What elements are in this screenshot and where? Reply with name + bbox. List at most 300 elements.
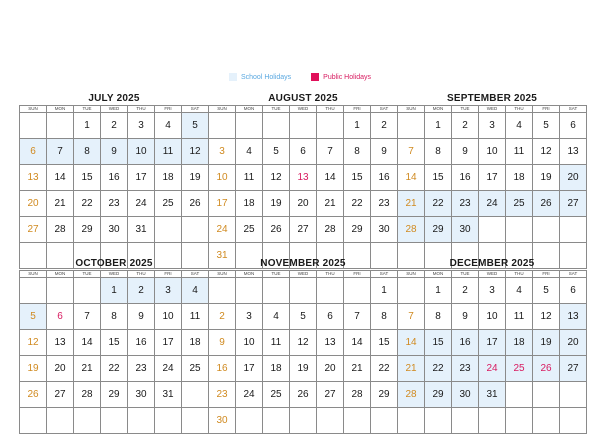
weekday-header: FRI <box>533 271 560 278</box>
empty-cell <box>290 278 317 304</box>
week-row <box>209 278 398 304</box>
day-cell: 8 <box>101 304 128 330</box>
day-cell: 2 <box>452 278 479 304</box>
day-cell: 23 <box>101 191 128 217</box>
public-holiday-swatch <box>311 73 319 81</box>
day-cell: 30 <box>452 382 479 408</box>
day-cell: 14 <box>47 165 74 191</box>
month-calendar <box>397 93 587 269</box>
day-cell: 7 <box>344 304 371 330</box>
day-cell: 26 <box>290 382 317 408</box>
weekday-header-row <box>20 106 209 113</box>
empty-cell <box>425 408 452 434</box>
day-cell: 3 <box>155 278 182 304</box>
day-cell: 9 <box>128 304 155 330</box>
weekday-header: MON <box>236 106 263 113</box>
day-cell: 13 <box>290 165 317 191</box>
day-cell: 16 <box>128 330 155 356</box>
day-cell: 9 <box>452 304 479 330</box>
day-cell: 19 <box>533 165 560 191</box>
weekday-header: WED <box>479 271 506 278</box>
empty-cell <box>74 278 101 304</box>
day-cell: 6 <box>290 139 317 165</box>
empty-cell <box>398 113 425 139</box>
empty-cell <box>20 113 47 139</box>
day-cell: 19 <box>20 356 47 382</box>
empty-cell <box>560 408 587 434</box>
day-cell: 11 <box>506 139 533 165</box>
empty-cell <box>452 408 479 434</box>
week-row <box>20 191 209 217</box>
day-cell: 3 <box>479 113 506 139</box>
day-cell: 15 <box>425 330 452 356</box>
day-cell: 21 <box>344 356 371 382</box>
empty-cell <box>155 217 182 243</box>
day-cell: 11 <box>236 165 263 191</box>
weekday-header: WED <box>479 106 506 113</box>
month-calendar <box>397 258 587 434</box>
month-title: SEPTEMBER 2025 <box>446 93 538 104</box>
day-cell: 12 <box>533 304 560 330</box>
empty-cell <box>371 408 398 434</box>
week-row <box>398 356 587 382</box>
week-row <box>398 165 587 191</box>
day-cell: 9 <box>101 139 128 165</box>
empty-cell <box>47 278 74 304</box>
week-row <box>20 278 209 304</box>
day-cell: 26 <box>182 191 209 217</box>
day-cell: 21 <box>47 191 74 217</box>
day-cell: 5 <box>263 139 290 165</box>
empty-cell <box>101 408 128 434</box>
day-cell: 2 <box>209 304 236 330</box>
day-cell: 19 <box>533 330 560 356</box>
weekday-header: SUN <box>398 106 425 113</box>
day-cell: 12 <box>533 139 560 165</box>
day-cell: 25 <box>506 356 533 382</box>
day-cell: 21 <box>398 356 425 382</box>
week-row <box>398 217 587 243</box>
weekday-header: THU <box>506 106 533 113</box>
empty-cell <box>182 217 209 243</box>
empty-cell <box>479 408 506 434</box>
month-table <box>19 105 209 269</box>
day-cell: 16 <box>452 330 479 356</box>
weekday-header: TUE <box>263 271 290 278</box>
month-table <box>397 270 587 434</box>
day-cell: 30 <box>371 217 398 243</box>
day-cell: 1 <box>425 278 452 304</box>
empty-cell <box>560 382 587 408</box>
weekday-header: MON <box>425 271 452 278</box>
day-cell: 5 <box>182 113 209 139</box>
weekday-header: WED <box>101 271 128 278</box>
day-cell: 20 <box>20 191 47 217</box>
day-cell: 16 <box>371 165 398 191</box>
day-cell: 6 <box>317 304 344 330</box>
day-cell: 20 <box>560 165 587 191</box>
day-cell: 2 <box>101 113 128 139</box>
empty-cell <box>20 278 47 304</box>
week-row <box>20 165 209 191</box>
empty-cell <box>209 113 236 139</box>
empty-cell <box>317 113 344 139</box>
day-cell: 31 <box>479 382 506 408</box>
weekday-header: SUN <box>209 271 236 278</box>
day-cell: 25 <box>506 191 533 217</box>
day-cell: 5 <box>533 113 560 139</box>
day-cell: 15 <box>425 165 452 191</box>
day-cell: 18 <box>506 330 533 356</box>
day-cell: 30 <box>128 382 155 408</box>
empty-cell <box>533 382 560 408</box>
day-cell: 15 <box>74 165 101 191</box>
school-holidays-label: School Holidays <box>240 73 292 81</box>
day-cell: 12 <box>182 139 209 165</box>
day-cell: 7 <box>47 139 74 165</box>
day-cell: 24 <box>209 217 236 243</box>
week-row <box>20 217 209 243</box>
month-title: JULY 2025 <box>88 93 140 104</box>
day-cell: 1 <box>425 113 452 139</box>
day-cell: 24 <box>128 191 155 217</box>
day-cell: 1 <box>344 113 371 139</box>
school-holiday-swatch <box>229 73 237 81</box>
week-row <box>20 408 209 434</box>
empty-cell <box>263 278 290 304</box>
day-cell: 23 <box>452 191 479 217</box>
empty-cell <box>209 278 236 304</box>
day-cell: 28 <box>317 217 344 243</box>
day-cell: 18 <box>236 191 263 217</box>
day-cell: 7 <box>317 139 344 165</box>
month-title: DECEMBER 2025 <box>449 258 535 269</box>
weekday-header: TUE <box>452 106 479 113</box>
week-row <box>398 408 587 434</box>
weekday-header: FRI <box>344 106 371 113</box>
day-cell: 21 <box>317 191 344 217</box>
empty-cell <box>20 408 47 434</box>
day-cell: 18 <box>263 356 290 382</box>
month-table <box>19 270 209 434</box>
weekday-header: SAT <box>371 106 398 113</box>
month-calendar <box>19 258 209 434</box>
month-table <box>208 270 398 434</box>
day-cell: 1 <box>101 278 128 304</box>
day-cell: 8 <box>371 304 398 330</box>
day-cell: 4 <box>506 278 533 304</box>
day-cell: 24 <box>479 191 506 217</box>
empty-cell <box>344 278 371 304</box>
empty-cell <box>155 408 182 434</box>
day-cell: 14 <box>74 330 101 356</box>
day-cell: 2 <box>452 113 479 139</box>
weekday-header: TUE <box>452 271 479 278</box>
day-cell: 22 <box>371 356 398 382</box>
day-cell: 4 <box>182 278 209 304</box>
day-cell: 13 <box>560 304 587 330</box>
week-row <box>20 304 209 330</box>
empty-cell <box>290 113 317 139</box>
empty-cell <box>317 278 344 304</box>
day-cell: 29 <box>425 382 452 408</box>
week-row <box>209 139 398 165</box>
day-cell: 31 <box>209 243 236 269</box>
day-cell: 29 <box>425 217 452 243</box>
weekday-header: TUE <box>74 106 101 113</box>
weekday-header-row <box>209 106 398 113</box>
day-cell: 22 <box>101 356 128 382</box>
empty-cell <box>506 382 533 408</box>
week-row <box>20 382 209 408</box>
day-cell: 23 <box>371 191 398 217</box>
day-cell: 29 <box>74 217 101 243</box>
weekday-header: TUE <box>263 106 290 113</box>
empty-cell <box>506 408 533 434</box>
day-cell: 30 <box>101 217 128 243</box>
day-cell: 20 <box>317 356 344 382</box>
day-cell: 6 <box>560 278 587 304</box>
empty-cell <box>479 217 506 243</box>
day-cell: 17 <box>479 330 506 356</box>
week-row <box>398 304 587 330</box>
day-cell: 7 <box>398 304 425 330</box>
day-cell: 26 <box>533 191 560 217</box>
day-cell: 28 <box>74 382 101 408</box>
day-cell: 10 <box>209 165 236 191</box>
weekday-header: SUN <box>398 271 425 278</box>
day-cell: 5 <box>533 278 560 304</box>
day-cell: 2 <box>371 113 398 139</box>
empty-cell <box>47 113 74 139</box>
day-cell: 8 <box>74 139 101 165</box>
day-cell: 29 <box>101 382 128 408</box>
empty-cell <box>560 217 587 243</box>
empty-cell <box>533 217 560 243</box>
day-cell: 10 <box>155 304 182 330</box>
day-cell: 17 <box>209 191 236 217</box>
weekday-header-row <box>209 271 398 278</box>
day-cell: 23 <box>128 356 155 382</box>
day-cell: 28 <box>398 382 425 408</box>
day-cell: 12 <box>290 330 317 356</box>
day-cell: 10 <box>236 330 263 356</box>
month-title: NOVEMBER 2025 <box>260 258 346 269</box>
day-cell: 29 <box>344 217 371 243</box>
weekday-header: THU <box>317 106 344 113</box>
empty-cell <box>47 408 74 434</box>
weekday-header: WED <box>101 106 128 113</box>
day-cell: 19 <box>263 191 290 217</box>
day-cell: 14 <box>398 330 425 356</box>
empty-cell <box>398 278 425 304</box>
day-cell: 17 <box>236 356 263 382</box>
weekday-header: SAT <box>371 271 398 278</box>
weekday-header: SAT <box>560 271 587 278</box>
day-cell: 13 <box>20 165 47 191</box>
weekday-header: FRI <box>155 106 182 113</box>
week-row <box>20 330 209 356</box>
day-cell: 22 <box>425 191 452 217</box>
public-holidays-label: Public Holidays <box>323 73 372 81</box>
day-cell: 15 <box>101 330 128 356</box>
day-cell: 24 <box>236 382 263 408</box>
week-row <box>209 304 398 330</box>
day-cell: 8 <box>425 304 452 330</box>
day-cell: 16 <box>101 165 128 191</box>
empty-cell <box>533 408 560 434</box>
month-calendar <box>19 93 209 269</box>
week-row <box>398 382 587 408</box>
weekday-header: MON <box>47 271 74 278</box>
empty-cell <box>182 408 209 434</box>
day-cell: 27 <box>290 217 317 243</box>
day-cell: 6 <box>20 139 47 165</box>
day-cell: 14 <box>344 330 371 356</box>
week-row <box>209 356 398 382</box>
weekday-header: SAT <box>182 271 209 278</box>
day-cell: 17 <box>155 330 182 356</box>
day-cell: 16 <box>209 356 236 382</box>
day-cell: 27 <box>47 382 74 408</box>
month-table <box>208 105 398 269</box>
empty-cell <box>74 408 101 434</box>
legend-school-holidays <box>229 73 291 81</box>
day-cell: 16 <box>452 165 479 191</box>
day-cell: 9 <box>209 330 236 356</box>
day-cell: 30 <box>209 408 236 434</box>
day-cell: 25 <box>263 382 290 408</box>
weekday-header: MON <box>425 106 452 113</box>
day-cell: 27 <box>317 382 344 408</box>
day-cell: 23 <box>452 356 479 382</box>
weekday-header: MON <box>47 106 74 113</box>
week-row <box>398 113 587 139</box>
day-cell: 11 <box>155 139 182 165</box>
day-cell: 27 <box>560 356 587 382</box>
day-cell: 22 <box>74 191 101 217</box>
day-cell: 12 <box>20 330 47 356</box>
day-cell: 30 <box>452 217 479 243</box>
day-cell: 23 <box>209 382 236 408</box>
weekday-header: MON <box>236 271 263 278</box>
day-cell: 22 <box>425 356 452 382</box>
day-cell: 10 <box>128 139 155 165</box>
day-cell: 7 <box>398 139 425 165</box>
day-cell: 1 <box>371 278 398 304</box>
day-cell: 21 <box>398 191 425 217</box>
day-cell: 25 <box>182 356 209 382</box>
day-cell: 15 <box>371 330 398 356</box>
day-cell: 28 <box>47 217 74 243</box>
weekday-header: WED <box>290 271 317 278</box>
week-row <box>209 113 398 139</box>
day-cell: 24 <box>155 356 182 382</box>
empty-cell <box>128 408 155 434</box>
week-row <box>20 356 209 382</box>
day-cell: 13 <box>317 330 344 356</box>
day-cell: 20 <box>560 330 587 356</box>
weekday-header: FRI <box>155 271 182 278</box>
empty-cell <box>236 113 263 139</box>
day-cell: 27 <box>20 217 47 243</box>
day-cell: 13 <box>47 330 74 356</box>
month-title: OCTOBER 2025 <box>75 258 153 269</box>
day-cell: 26 <box>533 356 560 382</box>
weekday-header: THU <box>506 271 533 278</box>
empty-cell <box>506 217 533 243</box>
day-cell: 11 <box>263 330 290 356</box>
day-cell: 19 <box>290 356 317 382</box>
month-title: AUGUST 2025 <box>268 93 338 104</box>
day-cell: 7 <box>74 304 101 330</box>
empty-cell <box>236 408 263 434</box>
day-cell: 4 <box>506 113 533 139</box>
day-cell: 27 <box>560 191 587 217</box>
day-cell: 9 <box>452 139 479 165</box>
empty-cell <box>263 408 290 434</box>
week-row <box>209 330 398 356</box>
weekday-header: SUN <box>20 271 47 278</box>
day-cell: 18 <box>182 330 209 356</box>
weekday-header-row <box>398 106 587 113</box>
week-row <box>398 191 587 217</box>
empty-cell <box>263 113 290 139</box>
day-cell: 11 <box>506 304 533 330</box>
day-cell: 21 <box>74 356 101 382</box>
day-cell: 29 <box>371 382 398 408</box>
week-row <box>398 330 587 356</box>
month-calendar <box>208 93 398 269</box>
day-cell: 4 <box>155 113 182 139</box>
day-cell: 14 <box>398 165 425 191</box>
day-cell: 25 <box>236 217 263 243</box>
weekday-header: THU <box>128 271 155 278</box>
day-cell: 2 <box>128 278 155 304</box>
weekday-header: FRI <box>533 106 560 113</box>
day-cell: 26 <box>263 217 290 243</box>
day-cell: 24 <box>479 356 506 382</box>
day-cell: 18 <box>506 165 533 191</box>
weekday-header: THU <box>317 271 344 278</box>
day-cell: 6 <box>47 304 74 330</box>
day-cell: 8 <box>425 139 452 165</box>
day-cell: 19 <box>182 165 209 191</box>
weekday-header: SAT <box>182 106 209 113</box>
day-cell: 26 <box>20 382 47 408</box>
week-row <box>209 217 398 243</box>
day-cell: 28 <box>344 382 371 408</box>
day-cell: 9 <box>371 139 398 165</box>
weekday-header-row <box>398 271 587 278</box>
day-cell: 20 <box>47 356 74 382</box>
weekday-header: FRI <box>344 271 371 278</box>
day-cell: 3 <box>209 139 236 165</box>
empty-cell <box>182 382 209 408</box>
day-cell: 1 <box>74 113 101 139</box>
weekday-header: TUE <box>74 271 101 278</box>
day-cell: 5 <box>20 304 47 330</box>
week-row <box>209 165 398 191</box>
week-row <box>209 191 398 217</box>
weekday-header: SUN <box>20 106 47 113</box>
weekday-header: SAT <box>560 106 587 113</box>
day-cell: 18 <box>155 165 182 191</box>
week-row <box>20 113 209 139</box>
month-table <box>397 105 587 269</box>
day-cell: 12 <box>263 165 290 191</box>
week-row <box>209 408 398 434</box>
